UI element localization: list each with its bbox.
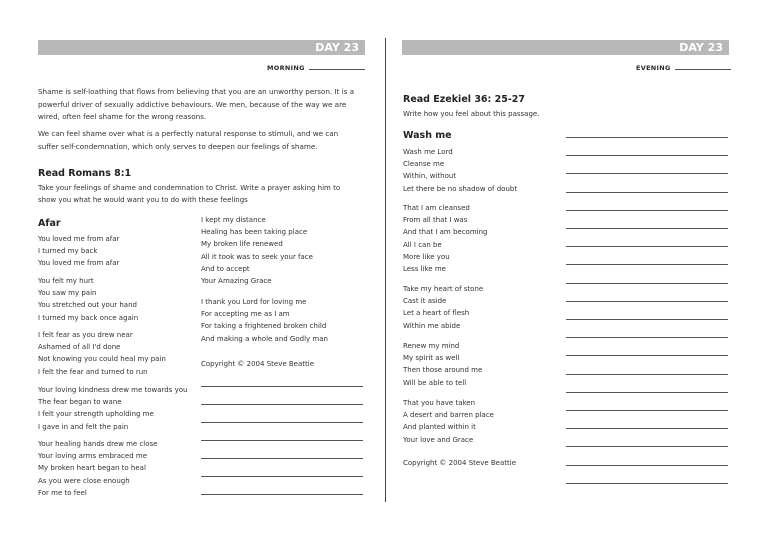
session-label	[636, 64, 731, 72]
reading-title: Read Romans 8:1	[38, 168, 132, 179]
poem-stanza	[38, 384, 187, 433]
poem-line: Ashamed of all I'd done	[38, 343, 121, 352]
poem-line: More like you	[403, 252, 450, 261]
intro-line: suffer self-condemnation, which only serves to deepen our feelings of shame.	[38, 141, 318, 151]
poem-line: I thank you Lord for loving me	[201, 298, 307, 306]
poem-line: Your healing hands drew me close	[38, 440, 158, 448]
poem-line: Let a heart of flesh	[403, 309, 470, 318]
writing-line[interactable]	[566, 210, 728, 211]
poem-line: You stretched out your hand	[38, 301, 137, 310]
poem-line: Your love and Grace	[403, 435, 474, 444]
writing-line[interactable]	[566, 301, 728, 302]
poem-line: You loved me from afar	[38, 235, 120, 243]
poem-stanza	[38, 275, 138, 324]
copyright: Copyright © 2004 Steve Beattie	[403, 459, 517, 467]
writing-line[interactable]	[566, 228, 728, 229]
poem-line: And planted within it	[403, 423, 476, 432]
writing-line[interactable]	[566, 246, 728, 247]
writing-line[interactable]	[566, 173, 728, 174]
poem-line: Let there be no shadow of doubt	[403, 184, 518, 193]
poem-line: For accepting me as I am	[201, 310, 290, 319]
poem-line: Then those around me	[403, 366, 483, 375]
poem-line: I kept my distance	[201, 216, 266, 224]
writing-line[interactable]	[201, 494, 363, 495]
poem-line: My spirit as well	[403, 354, 460, 363]
poem-line: Within me abide	[403, 321, 461, 330]
poem-line: Cast it aside	[403, 297, 447, 306]
poem-line: I gave in and felt the pain	[38, 422, 129, 431]
writing-line[interactable]	[566, 410, 728, 411]
poem-line: A desert and barren place	[403, 411, 494, 420]
writing-line[interactable]	[566, 465, 728, 466]
poem-line: And that I am becoming	[403, 228, 488, 237]
poem-line: Not knowing you could heal my pain	[38, 355, 166, 364]
poem-line: I felt your strength upholding me	[38, 410, 154, 419]
poem-line: Will be able to tell	[403, 378, 467, 387]
poem-line: My broken heart began to heal	[38, 464, 146, 473]
writing-line[interactable]	[201, 386, 363, 387]
reflection-instruction: Write how you feel about this passage.	[403, 110, 540, 118]
poem-stanza	[403, 202, 487, 275]
poem-line: For me to feel	[38, 488, 87, 497]
writing-line[interactable]	[566, 155, 728, 156]
session-fill-line	[675, 69, 731, 70]
writing-line[interactable]	[566, 428, 728, 429]
reading-title: Read Ezekiel 36: 25-27	[403, 94, 526, 105]
poem-line: Cleanse me	[403, 160, 445, 169]
poem-line: Take my heart of stone	[403, 285, 484, 293]
poem-stanza	[403, 340, 482, 389]
writing-line[interactable]	[566, 374, 728, 375]
intro-line: wired, often feel shame for the wrong reasons.	[38, 112, 207, 121]
poem-line: And to accept	[201, 264, 250, 273]
poem-line: As you were close enough	[38, 476, 130, 485]
poem-stanza	[38, 438, 157, 499]
poem-title: Afar	[38, 218, 61, 229]
session-label-text: MORNING	[267, 64, 305, 72]
right-page	[384, 0, 768, 543]
writing-line[interactable]	[566, 446, 728, 447]
intro-paragraph-2	[38, 128, 338, 153]
session-label	[267, 64, 365, 72]
writing-line[interactable]	[566, 192, 728, 193]
writing-line[interactable]	[566, 355, 728, 356]
writing-line[interactable]	[566, 319, 728, 320]
poem-line: Within, without	[403, 172, 457, 181]
poem-line: Your Amazing Grace	[201, 277, 272, 286]
writing-line[interactable]	[201, 404, 363, 405]
poem-stanza	[201, 214, 313, 287]
intro-paragraph	[38, 86, 354, 124]
poem-line: I felt the fear and turned to run	[38, 367, 148, 376]
poem-line: That you have taken	[403, 399, 476, 407]
poem-line: Your loving arms embraced me	[38, 452, 148, 461]
poem-title: Wash me	[403, 130, 452, 141]
poem-stanza	[403, 283, 483, 332]
poem-line: For taking a frightened broken child	[201, 322, 327, 331]
intro-line: We can feel shame over what is a perfectly natural response to stimuli, and we can	[38, 129, 339, 138]
session-fill-line	[309, 69, 365, 70]
writing-line[interactable]	[566, 483, 728, 484]
writing-line[interactable]	[201, 422, 363, 423]
poem-stanza	[403, 146, 517, 195]
intro-line: powerful driver of sexually addictive behaviours. We men, because of the way we are	[38, 99, 347, 109]
instruction-line: show you what he would want you to do with these feelings	[38, 196, 248, 204]
day-banner: DAY 23	[38, 40, 365, 55]
writing-line[interactable]	[566, 392, 728, 393]
poem-line: That I am cleansed	[403, 204, 470, 212]
writing-line[interactable]	[566, 337, 728, 338]
writing-line[interactable]	[566, 283, 728, 284]
poem-line: Renew my mind	[403, 342, 460, 350]
poem-line: You loved me from afar	[38, 259, 120, 268]
prayer-instruction	[38, 182, 340, 206]
poem-line: The fear began to wane	[38, 398, 122, 407]
poem-line: My broken life renewed	[201, 240, 283, 249]
poem-line: You saw my pain	[38, 289, 97, 298]
poem-line: Wash me Lord	[403, 148, 453, 156]
poem-line: And making a whole and Godly man	[201, 334, 328, 343]
poem-line: I turned my back	[38, 247, 98, 256]
poem-line: I turned my back once again	[38, 313, 139, 322]
writing-line[interactable]	[201, 458, 363, 459]
writing-line[interactable]	[201, 440, 363, 441]
poem-line: Your loving kindness drew me towards you	[38, 386, 188, 394]
poem-line: You felt my hurt	[38, 277, 94, 285]
intro-line: Shame is self-loathing that flows from believing that you are an unworthy person. It is a	[38, 87, 355, 96]
poem-line: I felt fear as you drew near	[38, 331, 133, 339]
poem-line: All it took was to seek your face	[201, 252, 313, 261]
poem-stanza	[38, 329, 166, 378]
poem-line: All I can be	[403, 240, 442, 249]
instruction-line: Take your feelings of shame and condemnation to Christ. Write a prayer asking him to	[38, 184, 341, 192]
day-banner: DAY 23	[402, 40, 729, 55]
poem-stanza	[403, 397, 494, 446]
writing-line[interactable]	[566, 264, 728, 265]
poem-line: Less like me	[403, 265, 446, 274]
poem-stanza	[38, 233, 119, 270]
writing-line[interactable]	[201, 476, 363, 477]
copyright: Copyright © 2004 Steve Beattie	[201, 360, 315, 368]
session-label-text: EVENING	[636, 64, 671, 72]
writing-line[interactable]	[566, 137, 728, 138]
poem-stanza	[201, 296, 328, 345]
poem-line: From all that I was	[403, 216, 468, 225]
poem-line: Healing has been taking place	[201, 228, 308, 237]
